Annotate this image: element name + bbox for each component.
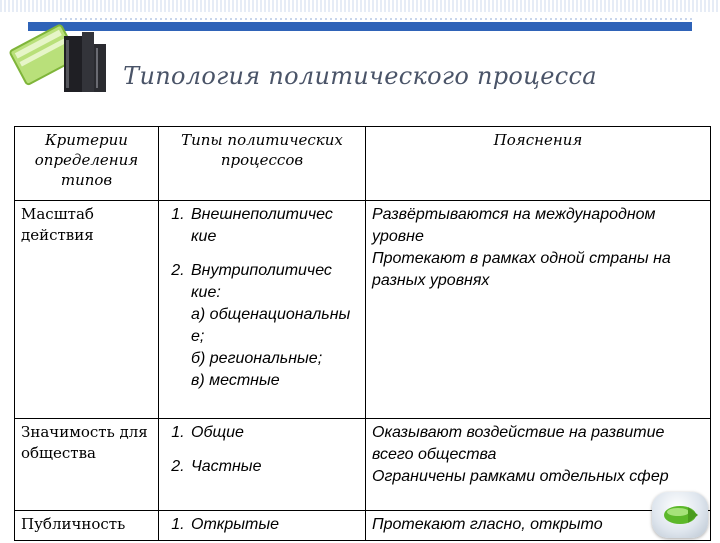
types-cell	[159, 419, 366, 511]
types-cell	[159, 511, 366, 541]
explanation-line: Оказывают воздействие на развитие всего общества	[372, 424, 665, 463]
type-label: Открытые	[191, 516, 279, 533]
next-arrow-icon	[652, 492, 708, 538]
types-cell	[159, 201, 366, 419]
header-types: Типы политических процессов	[159, 127, 366, 201]
type-label: Внутриполитичес кие:	[191, 262, 332, 301]
criterion-cell: Значимость для общества	[15, 419, 159, 511]
list-item	[189, 456, 359, 478]
type-label: Общие	[191, 424, 244, 441]
criterion-cell: Масштаб действия	[15, 201, 159, 419]
explanation-cell	[366, 201, 711, 419]
table-row	[15, 201, 711, 419]
header-explanations: Пояснения	[366, 127, 711, 201]
types-list	[165, 514, 359, 536]
table-row	[15, 419, 711, 511]
table-header-row	[15, 127, 711, 201]
list-item	[189, 514, 359, 536]
sub-item: в) местные	[191, 372, 280, 389]
types-list	[165, 204, 359, 392]
explanation-line: Ограничены рамками отдельных сфер	[372, 468, 669, 485]
sub-item: б) региональные;	[191, 350, 323, 367]
next-slide-button[interactable]	[652, 492, 708, 538]
list-item	[189, 260, 359, 392]
criterion-cell: Публичность	[15, 511, 159, 541]
sub-item: а) общенациональны е;	[191, 306, 351, 345]
type-label: Внешнеполитичес кие	[191, 206, 333, 245]
typology-table	[14, 126, 711, 541]
type-label: Частные	[191, 458, 262, 475]
types-list	[165, 422, 359, 478]
explanation-line: Развёртываются на международном уровне	[372, 206, 656, 245]
list-item	[189, 422, 359, 444]
dotted-rule	[60, 18, 692, 20]
top-stripe	[0, 0, 720, 12]
table-row	[15, 511, 711, 541]
slide-title-text: Типология политического процесса	[123, 62, 597, 90]
accent-bar	[28, 22, 692, 31]
explanation-line: Протекают гласно, открыто	[372, 516, 603, 533]
explanation-line: Протекают в рамках одной страны на разных уровнях	[372, 250, 671, 289]
list-item	[189, 204, 359, 248]
header-criteria: Критерии определения типов	[15, 127, 159, 201]
slide-title	[0, 62, 720, 90]
